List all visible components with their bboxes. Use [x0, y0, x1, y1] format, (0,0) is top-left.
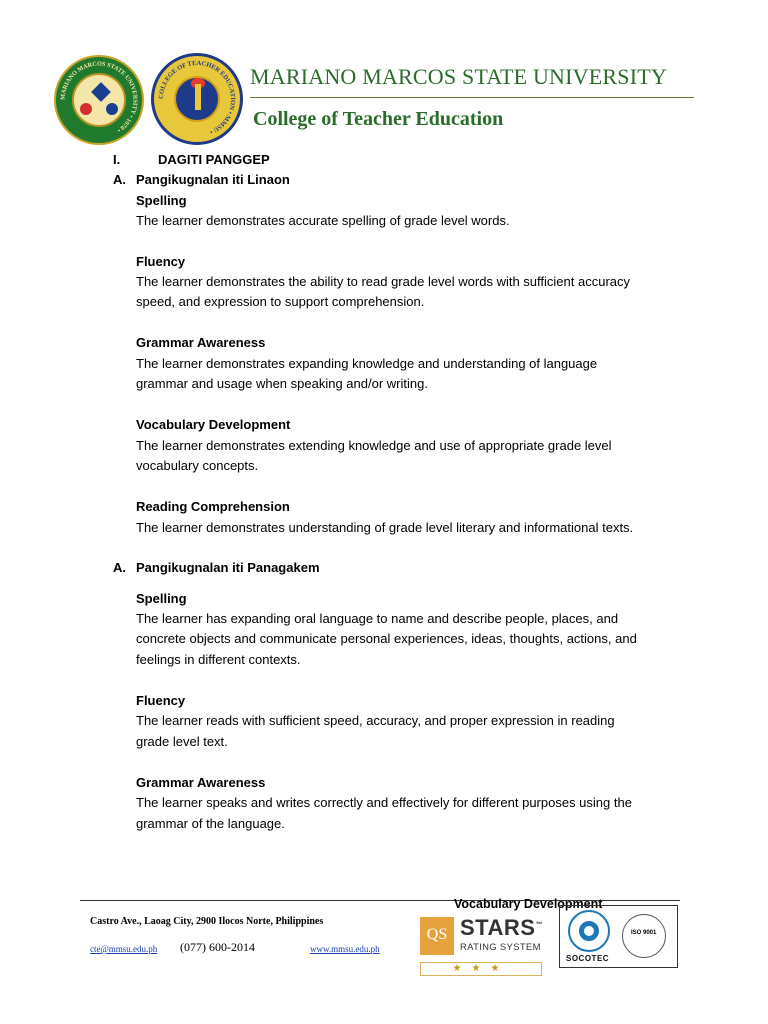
part-a2-letter: A. [113, 560, 126, 575]
torch-icon [195, 84, 201, 110]
qs-stars-word [460, 915, 543, 941]
qs-badge-icon: QS [420, 917, 454, 955]
part-a1-title: Pangikugnalan iti Linaon [136, 172, 290, 187]
cs-vocab-line: The learner demonstrates extending knowledge and use of appropriate grade level [136, 438, 612, 453]
university-name: MARIANO MARCOS STATE UNIVERSITY [250, 64, 667, 89]
ps-spelling-heading: Spelling [136, 591, 187, 606]
college-name: College of Teacher Education [253, 108, 504, 130]
part-a1-letter: A. [113, 172, 126, 187]
mmsu-seal-emblem [91, 82, 111, 102]
section-number: I. [113, 152, 121, 167]
ps-fluency-line: The learner reads with sufficient speed, accuracy, and proper expression in reading [136, 713, 615, 728]
cs-fluency-line: The learner demonstrates the ability to read grade level words with sufficient accuracy [136, 274, 631, 289]
footer-address: Castro Ave., Laoag City, 2900 Ilocos Norte, Philippines [90, 916, 324, 927]
ps-fluency-line: grade level text. [136, 734, 228, 749]
socotec-label: SOCOTEC [566, 954, 610, 963]
socotec-emblem-icon [568, 910, 610, 952]
overflow-heading: Vocabulary Development [454, 897, 603, 911]
ps-grammar-line: grammar of the language. [136, 816, 285, 831]
cs-spelling-heading: Spelling [136, 193, 187, 208]
cte-seal-center [174, 76, 220, 122]
cs-spelling-line: The learner demonstrates accurate spelling of grade level words. [136, 213, 510, 228]
footer-phone: (077) 600-2014 [180, 940, 255, 954]
iso-label: ISO 9001 [631, 930, 657, 936]
qs-rating-system: RATING SYSTEM [460, 942, 541, 953]
cs-fluency-heading: Fluency [136, 254, 186, 269]
ps-spelling-line: concrete objects and communicate personal experiences, ideas, thoughts, actions, and [136, 631, 637, 646]
mmsu-seal-dot-blue [106, 103, 118, 115]
cs-grammar-line: grammar and usage when speaking and/or writing. [136, 376, 428, 391]
cs-grammar-heading: Grammar Awareness [136, 335, 266, 350]
cs-grammar-line: The learner demonstrates expanding knowledge and understanding of language [136, 356, 598, 371]
qs-trademark: ™ [535, 921, 543, 929]
svg-text:COLLEGE OF TEACHER EDUCATION •: COLLEGE OF TEACHER EDUCATION • MMSU • [157, 59, 237, 136]
qs-stars-text: STARS [460, 915, 536, 940]
qs-stars-logo [420, 917, 542, 955]
section-title: DAGITI PANGGEP [158, 152, 270, 167]
socotec-c-icon [579, 921, 599, 941]
cs-vocab-heading: Vocabulary Development [136, 417, 291, 432]
cte-seal-logo [151, 53, 243, 145]
iso-seal-icon [622, 914, 666, 958]
ps-grammar-heading: Grammar Awareness [136, 775, 266, 790]
socotec-iso-logo [559, 905, 678, 968]
ps-grammar-line: The learner speaks and writes correctly and effectively for different purposes using the [136, 795, 632, 810]
mmsu-seal-center [72, 73, 126, 127]
header-rule [250, 97, 694, 98]
cs-fluency-line: speed, and expression to support comprehension. [136, 294, 425, 309]
svg-text:MARIANO MARCOS STATE UNIVERSIT: MARIANO MARCOS STATE UNIVERSITY • 1978 • [59, 60, 139, 134]
mmsu-seal-logo [54, 55, 144, 145]
ps-spelling-line: The learner has expanding oral language to name and describe people, places, and [136, 611, 619, 626]
footer-email-link[interactable]: cte@mmsu.edu.ph [90, 944, 158, 954]
mmsu-seal-dot-red [80, 103, 92, 115]
qs-star-rating: ★★★ [420, 962, 542, 976]
cs-reading-heading: Reading Comprehension [136, 499, 290, 514]
footer-website-link[interactable]: www.mmsu.edu.ph [310, 944, 380, 954]
part-a2-title: Pangikugnalan iti Panagakem [136, 560, 320, 575]
ps-spelling-line: feelings in different contexts. [136, 652, 301, 667]
cs-reading-line: The learner demonstrates understanding of grade level literary and informational texts. [136, 520, 634, 535]
ps-fluency-heading: Fluency [136, 693, 186, 708]
cs-vocab-line: vocabulary concepts. [136, 458, 259, 473]
